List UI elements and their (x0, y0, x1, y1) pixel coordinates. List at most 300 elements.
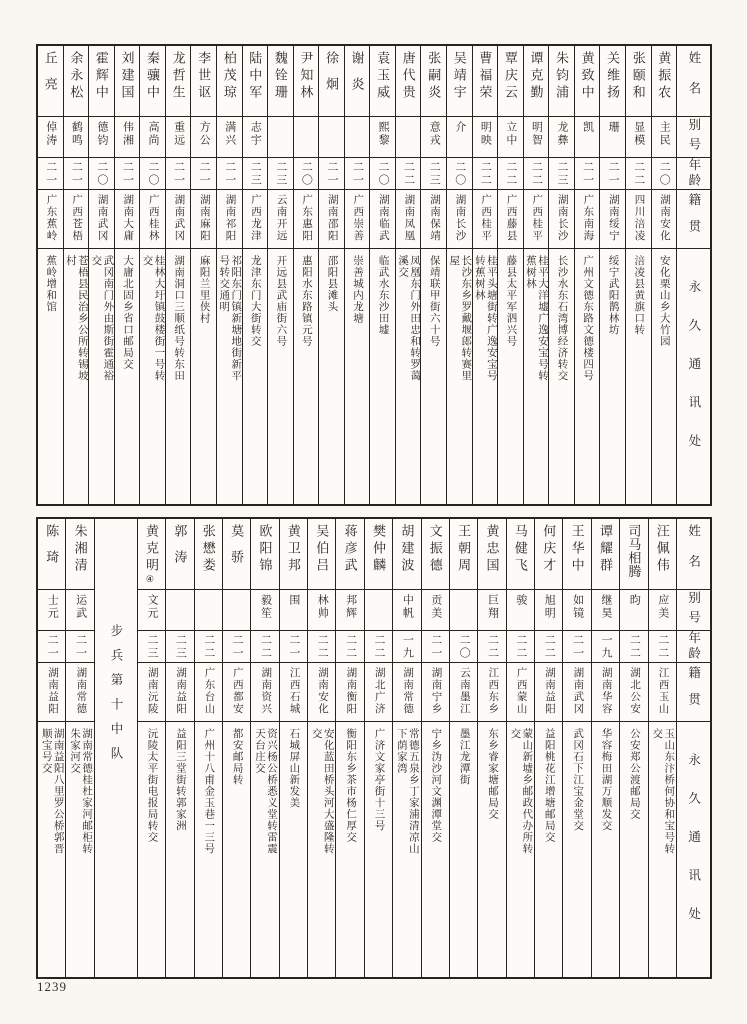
person-alias (396, 117, 421, 158)
person-name (223, 519, 250, 590)
person-alias-text: 巨翔 (486, 594, 499, 620)
person-name (549, 46, 574, 117)
person-alias (478, 590, 505, 631)
person-address (294, 249, 319, 504)
person-origin (38, 663, 65, 722)
person-address (524, 249, 549, 504)
person-alias-text: 旭明 (543, 594, 556, 620)
person-age-text: 二〇 (377, 160, 390, 187)
person-name (191, 46, 216, 117)
person-name-text: 郭涛 (172, 524, 188, 576)
person-alias-text: 伟湘 (121, 121, 134, 147)
person-column (137, 519, 165, 977)
person-origin-text: 湖南常德 (75, 667, 87, 715)
person-age-text: 二三 (428, 160, 441, 187)
person-age (498, 158, 523, 190)
person-age (89, 158, 114, 190)
person-origin (478, 663, 505, 722)
person-origin (421, 190, 446, 249)
person-address-text: 桂平大洋墟广逸安宝号转蕉树林 (524, 255, 548, 382)
person-name (652, 46, 677, 117)
person-address-text: 涪凌县黄旗口转 (633, 255, 645, 336)
column-header-age (677, 631, 710, 663)
person-age (422, 631, 449, 663)
person-alias-text: 显模 (632, 121, 645, 147)
person-alias-text: 明智 (530, 121, 543, 147)
person-name (447, 46, 472, 117)
person-origin-text: 湖南安化 (316, 667, 328, 715)
person-age-text: 一九 (401, 633, 414, 660)
person-origin-text: 湖南长沙 (454, 194, 466, 242)
person-name (421, 46, 446, 117)
person-origin (447, 190, 472, 249)
person-column (548, 46, 574, 504)
person-name (268, 46, 293, 117)
person-column (574, 46, 600, 504)
person-address-text: 华容梅田湖万顺发交 (600, 728, 612, 832)
person-age-text: 二二 (479, 160, 492, 187)
person-column (250, 519, 278, 977)
person-alias-text: 围 (287, 594, 300, 607)
unit-column (94, 519, 137, 977)
person-age (138, 631, 165, 663)
person-alias-text: 应美 (656, 594, 669, 620)
person-address-text: 资兴杨公桥悉义堂转雷震天台庄交 (253, 728, 277, 855)
person-origin-text: 湖南武冈 (96, 194, 108, 242)
person-age (217, 158, 242, 190)
person-alias-text: 满兴 (223, 121, 236, 147)
person-alias-text: 邦辉 (344, 594, 357, 620)
person-origin-text: 湖北公安 (629, 667, 641, 715)
column-header-alias-text: 别号 (686, 117, 701, 157)
person-age-text: 二〇 (458, 633, 471, 660)
person-name (473, 46, 498, 117)
person-name-text: 曹福荣 (477, 51, 493, 102)
person-origin-text: 广西崇善 (352, 194, 364, 242)
person-origin (450, 663, 477, 722)
person-origin-text: 湖南武冈 (572, 667, 584, 715)
person-address (549, 249, 574, 504)
person-name (478, 519, 505, 590)
person-name (217, 46, 242, 117)
person-name-text: 陆中军 (247, 51, 263, 102)
person-name (319, 46, 344, 117)
person-alias (38, 117, 63, 158)
person-address-text: 崇善城内龙塘 (352, 255, 364, 324)
person-origin (575, 190, 600, 249)
column-header-age-text: 年龄 (686, 158, 701, 189)
person-age (243, 158, 268, 190)
person-age-text: 二二 (514, 633, 527, 660)
person-name (393, 519, 420, 590)
person-address (498, 249, 523, 504)
person-origin (365, 663, 392, 722)
person-address (89, 249, 114, 504)
person-age (365, 631, 392, 663)
person-alias (652, 117, 677, 158)
person-address (620, 722, 647, 977)
person-age-text: 二〇 (147, 160, 160, 187)
person-origin (280, 663, 307, 722)
person-address (507, 722, 534, 977)
person-age (620, 631, 647, 663)
person-address (563, 722, 590, 977)
person-address-text: 藤县太平军泗兴号 (505, 255, 517, 347)
person-address (251, 722, 278, 977)
person-name (336, 519, 363, 590)
column-header-name-text: 姓名 (686, 50, 701, 112)
person-alias (66, 590, 93, 631)
person-column (619, 519, 647, 977)
person-column (139, 46, 165, 504)
person-alias (649, 590, 676, 631)
person-address (138, 722, 165, 977)
person-column (446, 46, 472, 504)
person-address-text: 墨江龙潭街 (458, 728, 470, 786)
person-origin (370, 190, 395, 249)
person-address (592, 722, 619, 977)
person-alias-text: 明映 (479, 121, 492, 147)
person-address-text: 广州十八甫金玉巷一三号 (203, 728, 215, 855)
person-column (165, 519, 193, 977)
person-name (140, 46, 165, 117)
person-address-text: 蒙山新墟乡邮政代办所转交 (509, 728, 533, 855)
person-name (422, 519, 449, 590)
person-alias-text: 珊 (607, 121, 620, 134)
column-header-alias-text: 别号 (686, 590, 701, 630)
person-origin (507, 663, 534, 722)
person-column (562, 519, 590, 977)
column-header-address-text: 永久通讯处 (686, 280, 701, 473)
person-age-text: 二一 (325, 160, 338, 187)
person-address (393, 722, 420, 977)
person-age (535, 631, 562, 663)
person-address (66, 722, 93, 977)
person-address (365, 722, 392, 977)
person-alias-text: 运武 (74, 594, 87, 620)
person-origin (626, 190, 651, 249)
person-origin-text: 广西桂林 (147, 194, 159, 242)
person-origin (89, 190, 114, 249)
person-name (195, 519, 222, 590)
person-address (166, 249, 191, 504)
person-name (600, 46, 625, 117)
person-name-text: 霍辉中 (93, 51, 109, 102)
person-age (268, 158, 293, 190)
person-name (563, 519, 590, 590)
person-age-text: 二〇 (658, 160, 671, 187)
person-column (392, 519, 420, 977)
person-address (223, 722, 250, 977)
person-address (280, 722, 307, 977)
person-alias (89, 117, 114, 158)
unit-cell (95, 519, 137, 977)
person-origin-text: 湖南益阳 (46, 667, 58, 715)
person-age-text: 二一 (287, 633, 300, 660)
person-name-text: 覃庆云 (502, 51, 518, 102)
person-column (497, 46, 523, 504)
person-column (344, 46, 370, 504)
person-address (447, 249, 472, 504)
person-age (280, 631, 307, 663)
person-annotation: ④ (145, 575, 156, 585)
person-age (450, 631, 477, 663)
person-name (365, 519, 392, 590)
person-alias (243, 117, 268, 158)
person-alias-text: 德钧 (95, 121, 108, 147)
person-alias-text: 士元 (46, 594, 59, 620)
person-address (535, 722, 562, 977)
person-origin (600, 190, 625, 249)
person-age-text: 一九 (599, 633, 612, 660)
person-alias-text: 毅笙 (259, 594, 272, 620)
person-address-text: 开远县武庙街六号 (275, 255, 287, 347)
person-origin (308, 663, 335, 722)
person-name-text: 张懋娄 (200, 524, 216, 575)
person-origin-text: 湖南益阳 (543, 667, 555, 715)
person-origin-text: 湖南益阳 (175, 667, 187, 715)
person-address-text: 湖南洞口三顺纸号转东田 (173, 255, 185, 382)
person-age-text: 二二 (402, 160, 415, 187)
person-name-text: 蒋彦武 (342, 524, 358, 575)
person-age (223, 631, 250, 663)
person-origin-text: 湖南宁乡 (430, 667, 442, 715)
person-address-text: 安化蓝田桥头河大盛隆转交 (310, 728, 334, 855)
person-name-text: 张颐和 (630, 51, 646, 102)
person-age-text: 二一 (46, 633, 59, 660)
person-address (649, 722, 676, 977)
roster-tables (36, 44, 712, 990)
person-origin-text: 湖南华容 (600, 667, 612, 715)
person-age (66, 631, 93, 663)
person-alias-text: 主民 (658, 121, 671, 147)
person-age (140, 158, 165, 190)
person-origin-text: 广西都安 (231, 667, 243, 715)
person-address-text: 邵阳县滩头 (326, 255, 338, 313)
person-origin (652, 190, 677, 249)
person-age (396, 158, 421, 190)
person-address (191, 249, 216, 504)
person-address (396, 249, 421, 504)
person-alias (549, 117, 574, 158)
person-alias (524, 117, 549, 158)
person-name-text: 陈琦 (44, 524, 60, 576)
person-age-text: 二〇 (300, 160, 313, 187)
person-name-text: 吴伯吕 (314, 524, 330, 575)
person-name (64, 46, 89, 117)
person-origin-text: 云南墨江 (458, 667, 470, 715)
person-age (115, 158, 140, 190)
person-alias (195, 590, 222, 631)
person-origin-text: 广西桂平 (480, 194, 492, 242)
column-header-address-text: 永久通讯处 (686, 753, 701, 946)
person-age-text: 二一 (223, 160, 236, 187)
person-alias (563, 590, 590, 631)
person-origin (243, 190, 268, 249)
person-name-text: 吴靖宇 (451, 51, 467, 102)
person-age (524, 158, 549, 190)
person-alias (217, 117, 242, 158)
person-age-text: 二二 (316, 633, 329, 660)
person-origin-text: 广东南海 (582, 194, 594, 242)
person-address (626, 249, 651, 504)
person-address-text: 益阳三堂街转郭家洲 (174, 728, 186, 832)
person-age (652, 158, 677, 190)
person-age (294, 158, 319, 190)
person-address-text: 常德五泉乡丁家浦清凉山下荫家湾 (395, 728, 419, 855)
person-origin-text: 广东蕉岭 (45, 194, 57, 242)
person-origin-text: 江西石城 (288, 667, 300, 715)
person-alias-text: 重远 (172, 121, 185, 147)
person-age-text: 二二 (259, 633, 272, 660)
person-age (473, 158, 498, 190)
person-alias (280, 590, 307, 631)
person-column (165, 46, 191, 504)
person-age-text: 二二 (543, 633, 556, 660)
person-age-text: 二一 (351, 160, 364, 187)
person-origin-text: 湖南常德 (402, 667, 414, 715)
person-name (626, 46, 651, 117)
person-age-text: 二一 (198, 160, 211, 187)
person-origin (393, 663, 420, 722)
person-age (38, 631, 65, 663)
person-name-text: 樊仲麟 (370, 524, 386, 575)
person-origin-text: 四川涪凌 (633, 194, 645, 242)
person-address-text: 衡阳东乡茶市杨仁厚交 (345, 728, 357, 843)
person-alias (308, 590, 335, 631)
person-column (293, 46, 319, 504)
person-address (575, 249, 600, 504)
person-origin-text: 广西藤县 (505, 194, 517, 242)
person-age (251, 631, 278, 663)
person-column (335, 519, 363, 977)
person-age-text: 二三 (249, 160, 262, 187)
person-origin-text: 广西龙津 (250, 194, 262, 242)
person-age-text: 二二 (530, 160, 543, 187)
person-name-text: 黄致中 (579, 51, 595, 102)
person-name (115, 46, 140, 117)
column-header-name (677, 46, 710, 117)
person-address-text: 龙津东门大街转交 (249, 255, 261, 347)
person-address (600, 249, 625, 504)
person-address (195, 722, 222, 977)
person-age-text: 二二 (486, 633, 499, 660)
person-column (88, 46, 114, 504)
person-address (345, 249, 370, 504)
person-address (64, 249, 89, 504)
person-age-text: 二一 (121, 160, 134, 187)
column-header-age (677, 158, 710, 190)
person-alias-text: 昀 (628, 594, 641, 607)
person-alias-text: 方公 (198, 121, 211, 147)
person-name (507, 519, 534, 590)
person-column (625, 46, 651, 504)
person-age (626, 158, 651, 190)
person-name (498, 46, 523, 117)
person-address-text: 临武水东沙田墟 (377, 255, 389, 336)
person-name-text: 黄振农 (656, 51, 672, 102)
person-age-text: 二二 (632, 160, 645, 187)
person-age-text: 二一 (231, 633, 244, 660)
person-name-text: 司马相腾 (626, 524, 642, 578)
person-alias (626, 117, 651, 158)
column-header-alias (677, 590, 710, 631)
person-address (319, 249, 344, 504)
person-age (336, 631, 363, 663)
person-origin-text: 湖南大庸 (122, 194, 134, 242)
person-origin (251, 663, 278, 722)
person-column (190, 46, 216, 504)
person-column (523, 46, 549, 504)
person-column (369, 46, 395, 504)
person-origin-text: 广西苍梧 (71, 194, 83, 242)
person-origin-text: 江西东乡 (487, 667, 499, 715)
person-name-text: 张嗣炎 (426, 51, 442, 102)
person-column (216, 46, 242, 504)
person-alias (166, 590, 193, 631)
person-column (591, 519, 619, 977)
person-origin-text: 广东惠阳 (301, 194, 313, 242)
person-column (651, 46, 677, 504)
person-name-text: 丘亮 (42, 51, 58, 103)
person-alias-text: 文元 (145, 594, 158, 620)
person-origin (422, 663, 449, 722)
person-alias-text: 凯 (581, 121, 594, 134)
person-name (138, 519, 165, 590)
person-column (242, 46, 268, 504)
column-header-origin (677, 190, 710, 249)
person-age-text: 二三 (174, 633, 187, 660)
person-origin (473, 190, 498, 249)
person-alias-text: 中帆 (401, 594, 414, 620)
person-name-text: 龙哲生 (170, 51, 186, 102)
person-origin-text: 湖南长沙 (556, 194, 568, 242)
person-age (421, 158, 446, 190)
person-alias (535, 590, 562, 631)
person-name-text: 余永松 (68, 51, 84, 102)
person-age-text: 二二 (628, 633, 641, 660)
person-origin-text: 广西蒙山 (515, 667, 527, 715)
person-age-text: 二一 (571, 633, 584, 660)
person-name-text: 汪佩伟 (654, 524, 670, 575)
person-origin-text: 湖南保靖 (428, 194, 440, 242)
person-name-text: 唐代贵 (400, 51, 416, 102)
person-column (63, 46, 89, 504)
person-address-text: 祁阳东门镇新塘地街新平号转交通明 (218, 255, 242, 382)
person-name (620, 519, 647, 590)
person-alias (319, 117, 344, 158)
person-origin-text: 湖南武冈 (173, 194, 185, 242)
person-alias-text: 介 (453, 121, 466, 134)
person-column (421, 519, 449, 977)
person-age (507, 631, 534, 663)
person-origin-text: 湖南邵阳 (326, 194, 338, 242)
person-origin-text: 湖北广济 (373, 667, 385, 715)
person-name (396, 46, 421, 117)
person-name-text: 尹知林 (298, 51, 314, 102)
person-name (535, 519, 562, 590)
person-age-text: 二三 (556, 160, 569, 187)
person-origin (64, 190, 89, 249)
person-origin (524, 190, 549, 249)
person-name-text: 莫骄 (229, 524, 245, 576)
person-origin (396, 190, 421, 249)
person-name (251, 519, 278, 590)
person-name (575, 46, 600, 117)
person-age-text: 二二 (372, 633, 385, 660)
person-age (563, 631, 590, 663)
person-age (393, 631, 420, 663)
